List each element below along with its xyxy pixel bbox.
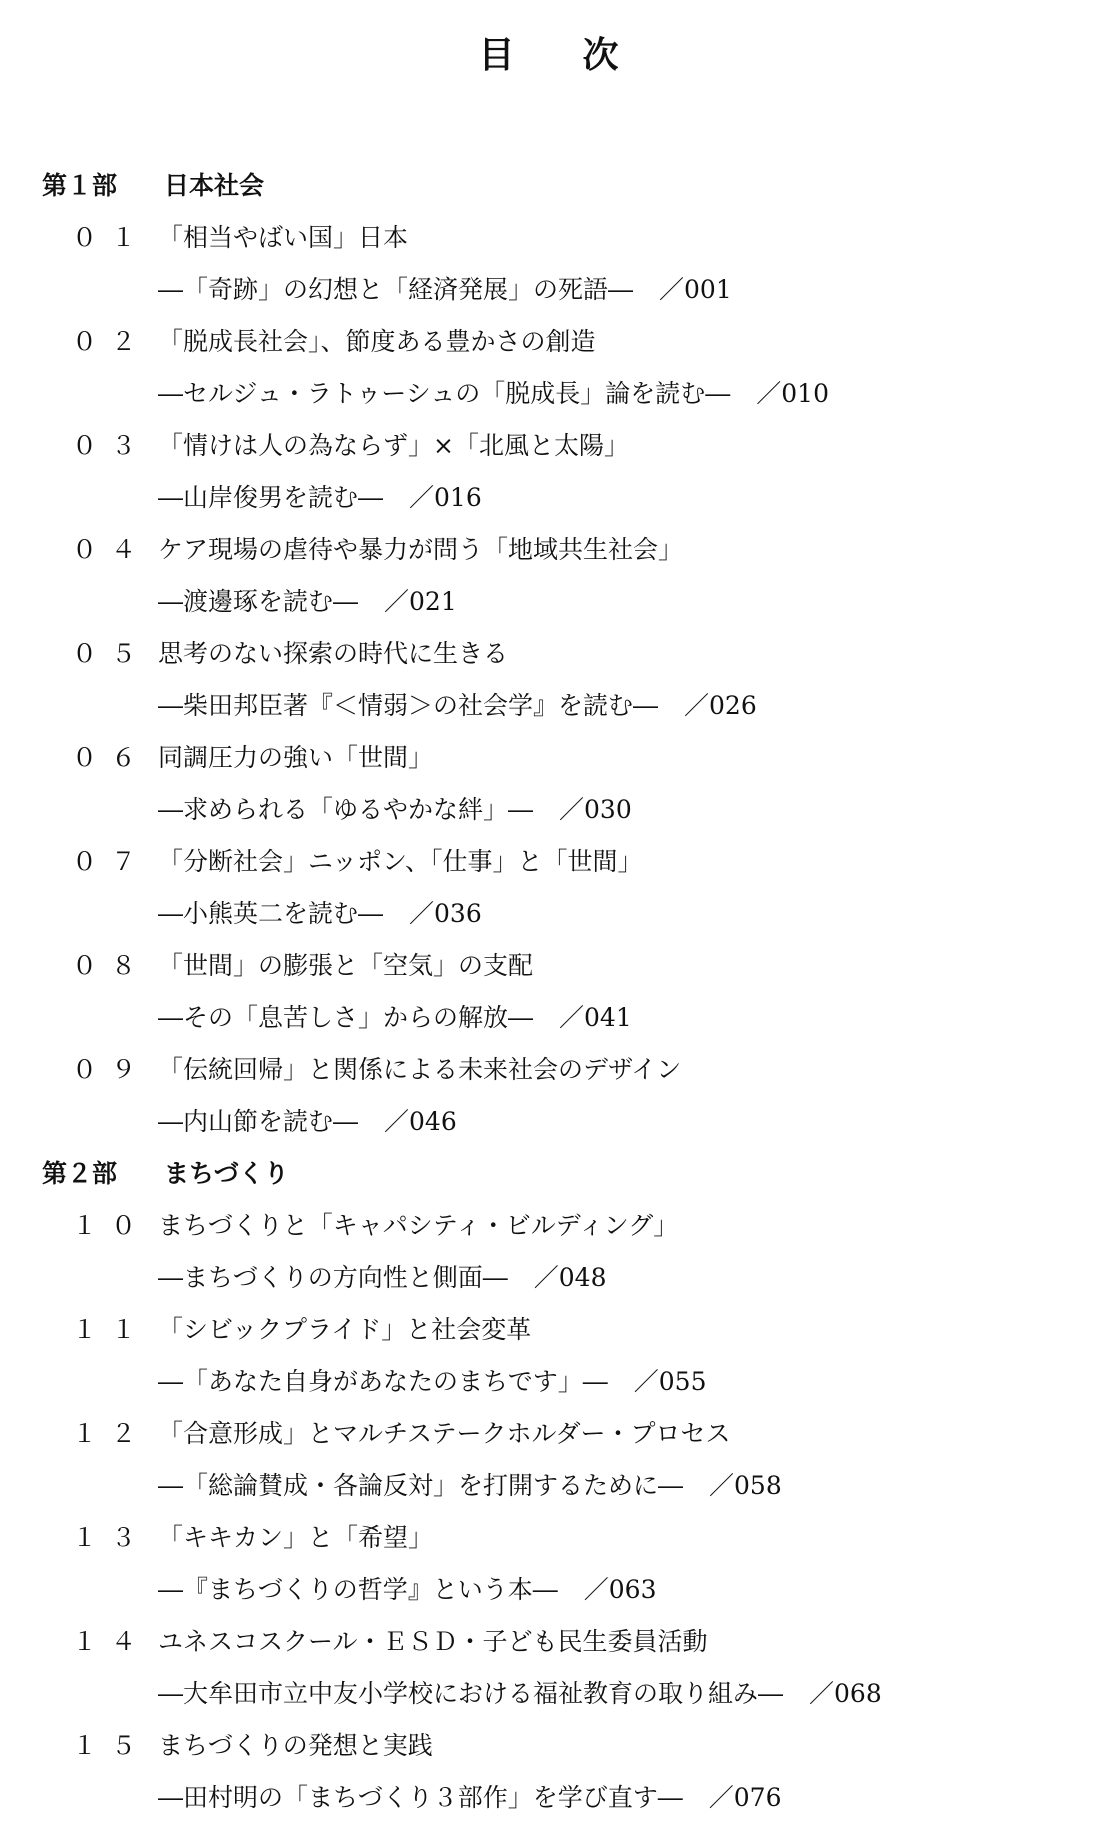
toc-entry-subtitle-row <box>0 472 1097 524</box>
part-heading <box>0 1148 1097 1200</box>
part-name: 日本社会 <box>164 171 265 200</box>
entry-title: 同調圧力の強い「世間」 <box>158 743 434 772</box>
entry-number: ０６ <box>72 743 151 772</box>
entry-subtitle: ―セルジュ・ラトゥーシュの「脱成長」論を読む― <box>158 379 731 408</box>
title-char-1: 目 <box>478 35 515 76</box>
entry-subtitle: ―まちづくりの方向性と側面― <box>158 1263 508 1292</box>
entry-subtitle: ―「あなた自身があなたのまちです」― <box>158 1367 608 1396</box>
entry-title: 「世間」の膨張と「空気」の支配 <box>158 951 534 980</box>
entry-page-number: ／041 <box>559 1003 632 1032</box>
toc-entry <box>0 1512 1097 1564</box>
toc-entry <box>0 1304 1097 1356</box>
entry-page-number: ／063 <box>583 1575 657 1604</box>
entry-number: ０４ <box>72 535 151 564</box>
entry-number: １３ <box>72 1523 151 1552</box>
entry-subtitle-line <box>158 1252 606 1304</box>
entry-title: 「シビックプライド」と社会変革 <box>158 1315 532 1344</box>
toc-entry-subtitle-row <box>0 368 1097 420</box>
entry-number: ０７ <box>72 847 151 876</box>
entry-subtitle-line <box>158 1096 457 1148</box>
entry-subtitle-line <box>158 1356 706 1408</box>
entry-title: 「キキカン」と「希望」 <box>158 1523 434 1552</box>
entry-subtitle-line <box>158 1460 782 1512</box>
part-label: 第１部 <box>42 171 118 200</box>
entry-page-number: ／076 <box>708 1783 782 1812</box>
entry-subtitle-line <box>158 784 632 836</box>
entry-title: 「相当やばい国」日本 <box>158 223 409 252</box>
toc-entry <box>0 940 1097 992</box>
toc-entry <box>0 628 1097 680</box>
entry-page-number: ／001 <box>659 275 732 304</box>
entry-subtitle: ―渡邊琢を読む― <box>158 587 359 616</box>
entry-page-number: ／055 <box>633 1367 707 1396</box>
toc-entry <box>0 732 1097 784</box>
entry-subtitle: ―小熊英二を読む― <box>158 899 384 928</box>
toc-entry-subtitle-row <box>0 1356 1097 1408</box>
entry-page-number: ／046 <box>384 1107 457 1136</box>
entry-subtitle-line <box>158 368 829 420</box>
entry-subtitle: ―田村明の「まちづくり３部作」を学び直す― <box>158 1783 683 1812</box>
toc-entry-subtitle-row <box>0 1564 1097 1616</box>
part-heading <box>0 160 1097 212</box>
toc-entry-subtitle-row <box>0 888 1097 940</box>
entry-number: ０３ <box>72 431 151 460</box>
toc-entry <box>0 316 1097 368</box>
entry-page-number: ／048 <box>533 1263 607 1292</box>
entry-subtitle: ―『まちづくりの哲学』という本― <box>158 1575 558 1604</box>
entry-number: ０８ <box>72 951 151 980</box>
entry-page-number: ／021 <box>384 587 457 616</box>
part-name: まちづくり <box>164 1159 289 1188</box>
toc-entry-subtitle-row <box>0 1772 1097 1824</box>
entry-page-number: ／058 <box>709 1471 782 1500</box>
entry-subtitle: ―求められる「ゆるやかな絆」― <box>158 795 534 824</box>
entry-subtitle-line <box>158 576 457 628</box>
entry-title: 「分断社会」ニッポン、「仕事」と「世間」 <box>158 847 643 876</box>
entry-title: ケア現場の虐待や暴力が問う「地域共生社会」 <box>158 535 684 564</box>
part-label: 第２部 <box>42 1159 118 1188</box>
toc-entry <box>0 1720 1097 1772</box>
entry-number: ０２ <box>72 327 151 356</box>
entry-subtitle: ―山岸俊男を読む― <box>158 483 384 512</box>
entry-subtitle-line <box>158 1564 656 1616</box>
entry-title: まちづくりの発想と実践 <box>158 1731 433 1760</box>
entry-subtitle-line <box>158 1772 781 1824</box>
entry-number: １４ <box>72 1627 151 1656</box>
entry-subtitle: ―その「息苦しさ」からの解放― <box>158 1003 534 1032</box>
toc-entry-subtitle-row <box>0 1460 1097 1512</box>
entry-number: ０５ <box>72 639 151 668</box>
entry-title: 「合意形成」とマルチステークホルダー・プロセス <box>158 1419 731 1448</box>
entry-title: 「伝統回帰」と関係による未来社会のデザイン <box>158 1055 682 1084</box>
toc-entry-subtitle-row <box>0 264 1097 316</box>
toc-entry <box>0 1200 1097 1252</box>
entry-page-number: ／030 <box>559 795 632 824</box>
toc-entry-subtitle-row <box>0 1096 1097 1148</box>
entry-number: ０９ <box>72 1055 151 1084</box>
entry-title: 思考のない探索の時代に生きる <box>158 639 509 668</box>
entry-subtitle-line <box>158 680 757 732</box>
entry-subtitle: ―「総論賛成・各論反対」を打開するために― <box>158 1471 684 1500</box>
entry-number: １５ <box>72 1731 151 1760</box>
toc-entry-subtitle-row <box>0 1668 1097 1720</box>
entry-subtitle-line <box>158 992 632 1044</box>
entry-page-number: ／016 <box>409 483 482 512</box>
toc-entry <box>0 524 1097 576</box>
toc-entry <box>0 1044 1097 1096</box>
entry-subtitle: ―内山節を読む― <box>158 1107 359 1136</box>
toc-entry <box>0 836 1097 888</box>
entry-number: １１ <box>72 1315 151 1344</box>
entry-page-number: ／010 <box>756 379 829 408</box>
entry-title: 「脱成長社会」、節度ある豊かさの創造 <box>158 327 596 356</box>
toc-entry <box>0 1408 1097 1460</box>
entry-subtitle-line <box>158 472 482 524</box>
table-of-contents <box>0 160 1097 1824</box>
page-title <box>0 28 1097 84</box>
toc-entry-subtitle-row <box>0 1252 1097 1304</box>
toc-entry <box>0 1616 1097 1668</box>
entry-number: １０ <box>72 1211 151 1240</box>
entry-title: まちづくりと「キャパシティ・ビルディング」 <box>158 1211 679 1240</box>
entry-page-number: ／026 <box>684 691 757 720</box>
toc-entry-subtitle-row <box>0 992 1097 1044</box>
entry-subtitle: ―「奇跡」の幻想と「経済発展」の死語― <box>158 275 634 304</box>
entry-page-number: ／036 <box>409 899 482 928</box>
title-char-2: 次 <box>582 35 619 76</box>
entry-subtitle-line <box>158 1668 882 1720</box>
entry-title: ユネスコスクール・ＥＳＤ・子ども民生委員活動 <box>158 1627 708 1656</box>
entry-title: 「情けは人の為ならず」×「北風と太陽」 <box>158 431 629 460</box>
toc-entry <box>0 420 1097 472</box>
entry-number: ０１ <box>72 223 151 252</box>
entry-page-number: ／068 <box>809 1679 882 1708</box>
toc-entry-subtitle-row <box>0 784 1097 836</box>
entry-subtitle: ―柴田邦臣著『＜情弱＞の社会学』を読む― <box>158 691 659 720</box>
toc-entry-subtitle-row <box>0 680 1097 732</box>
entry-subtitle: ―大牟田市立中友小学校における福祉教育の取り組み― <box>158 1679 784 1708</box>
entry-subtitle-line <box>158 264 732 316</box>
toc-entry-subtitle-row <box>0 576 1097 628</box>
toc-entry <box>0 212 1097 264</box>
entry-number: １２ <box>72 1419 151 1448</box>
entry-subtitle-line <box>158 888 482 940</box>
